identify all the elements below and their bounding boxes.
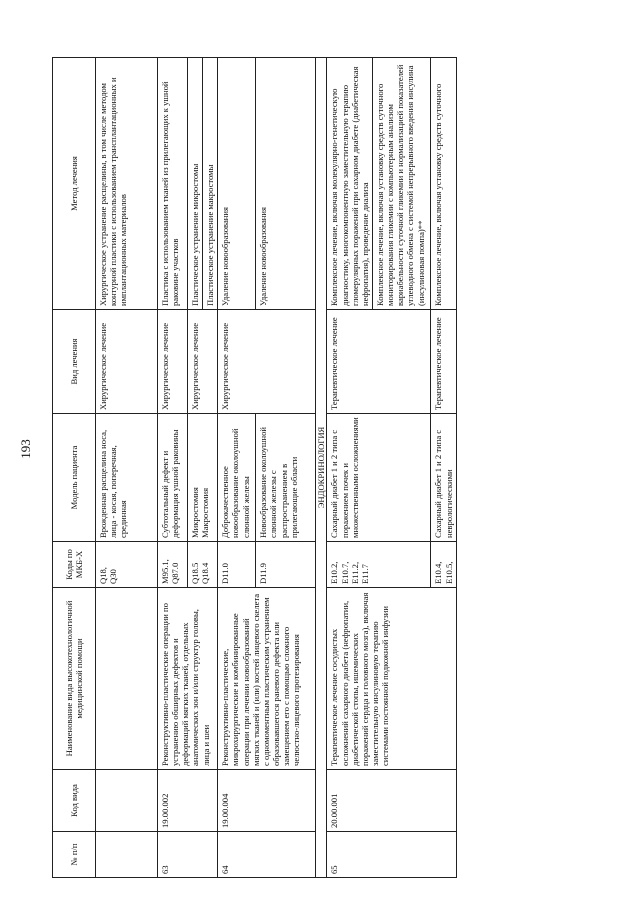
- cell-num: [96, 832, 158, 878]
- cell-num: 63: [158, 832, 218, 878]
- section-title: ЭНДОКРИНОЛОГИЯ: [316, 58, 327, 878]
- cell-name: [96, 588, 158, 770]
- method-item: Комплексное лечение, включая молекулярно-генетическую диагностику, многокомпонентную заместительную терапию гломерулярных поражений при сахарном диабете (диабетическая нефропатия), проведение диализа: [329, 66, 370, 306]
- header-code: Код вида: [53, 770, 96, 832]
- cell-type: Хирургическое лечение: [188, 310, 218, 414]
- header-num: № п/п: [53, 832, 96, 878]
- document-table-rotated: [52, 58, 617, 878]
- cell-model: Новообразование околоушной слюнной железы с распространением в прилегающие области: [256, 414, 316, 542]
- cell-method: Комплексное лечение, включая установку средств суточного: [431, 58, 456, 310]
- cell-type: Хирургическое лечение: [158, 310, 188, 414]
- header-type: Вид лечения: [53, 310, 96, 414]
- cell-code: [96, 770, 158, 832]
- treatment-table: [52, 57, 457, 878]
- cell-name: Реконструктивно-пластические, микрохирургические и комбинированные операции при лечении новообразований мягких тканей и (или) костей лицевого скелета с одномоментным пластическим устранением образовавшегося раневого дефекта или замещением его с помощью сложного челюстно-лицевого протезирования: [218, 588, 316, 770]
- cell-type: Терапевтическое лечение: [327, 310, 431, 414]
- cell-icd: D11.9: [256, 542, 316, 588]
- method-item: Пластическое устранение микростомы: [190, 163, 200, 306]
- cell-name: Терапевтическое лечение сосудистых осложнений сахарного диабета (нефропатии, диабетической стопы, ишемических поражений сердца и головного мозга), включая заместительную инсулиновую терапию системами постоянной подкожной инфузии: [327, 588, 456, 770]
- cell-model: Сахарный диабет 1 и 2 типа с неврологическими: [431, 414, 456, 542]
- cell-model: Сахарный диабет 1 и 2 типа с поражением почек и множественными осложнениями: [327, 414, 431, 542]
- cell-type: Терапевтическое лечение: [431, 310, 456, 414]
- cell-method: Пластика с использованием тканей из прилегающих к ушной раковине участков: [158, 58, 188, 310]
- cell-icd: E10.4, E10.5,: [431, 542, 456, 588]
- header-method: Метод лечения: [53, 58, 96, 310]
- table-row: [96, 58, 158, 878]
- cell-method: Хирургическое устранение расщелины, в том числе методом контурной пластики с использованием трансплантационных и имплантационных материалов: [96, 58, 158, 310]
- cell-code: 20.00.001: [327, 770, 456, 832]
- cell-num: 64: [218, 832, 316, 878]
- cell-method: Удаление новообразования: [218, 58, 256, 310]
- cell-model: Микростомия Макростомия: [188, 414, 218, 542]
- table-row: [218, 58, 256, 878]
- cell-icd: Q18, Q30: [96, 542, 158, 588]
- table-row: [158, 58, 188, 878]
- method-item: Пластическое устранение макростомы: [202, 58, 217, 309]
- header-icd: Коды по МКБ-X: [53, 542, 96, 588]
- cell-code: 19.00.004: [218, 770, 316, 832]
- cell-model: Врожденная расщелина носа, лица - косая, поперечная, срединная: [96, 414, 158, 542]
- method-item: Комплексное лечение, включая установку средств суточного мониторирования гликемии с компьютерным анализом вариабельности суточной гликемии и нормализацией показателей углеводного обмена с системой непрерывного введения инсулина (инсулиновая помпа)**: [372, 58, 428, 309]
- cell-icd: E10.2, E10.7, E11.2, E11.7: [327, 542, 431, 588]
- cell-type: Хирургическое лечение: [96, 310, 158, 414]
- header-model: Модель пациента: [53, 414, 96, 542]
- cell-method: Удаление новообразования: [256, 58, 316, 310]
- header-row: [53, 58, 96, 878]
- cell-method: [188, 58, 218, 310]
- page-number: 193: [18, 439, 33, 459]
- cell-method: [327, 58, 431, 310]
- cell-name: Реконструктивно-пластические операции по устранению обширных дефектов и деформаций мягких тканей, отдельных анатомических зон и/или структур головы, лица и шеи: [158, 588, 218, 770]
- cell-type: Хирургическое лечение: [218, 310, 316, 414]
- cell-num: 65: [327, 832, 456, 878]
- section-row: [316, 58, 327, 878]
- cell-icd: D11.0: [218, 542, 256, 588]
- table-row: [327, 58, 431, 878]
- cell-icd: Q18.5 Q18.4: [188, 542, 218, 588]
- cell-code: 19.00.002: [158, 770, 218, 832]
- header-name: Наименование вида высокотехнологичной медицинской помощи: [53, 588, 96, 770]
- cell-icd: M95.1, Q87.0: [158, 542, 188, 588]
- cell-model: Субтотальный дефект и деформация ушной раковины: [158, 414, 188, 542]
- cell-model: Доброкачественное новообразование околоушной слюнной железы: [218, 414, 256, 542]
